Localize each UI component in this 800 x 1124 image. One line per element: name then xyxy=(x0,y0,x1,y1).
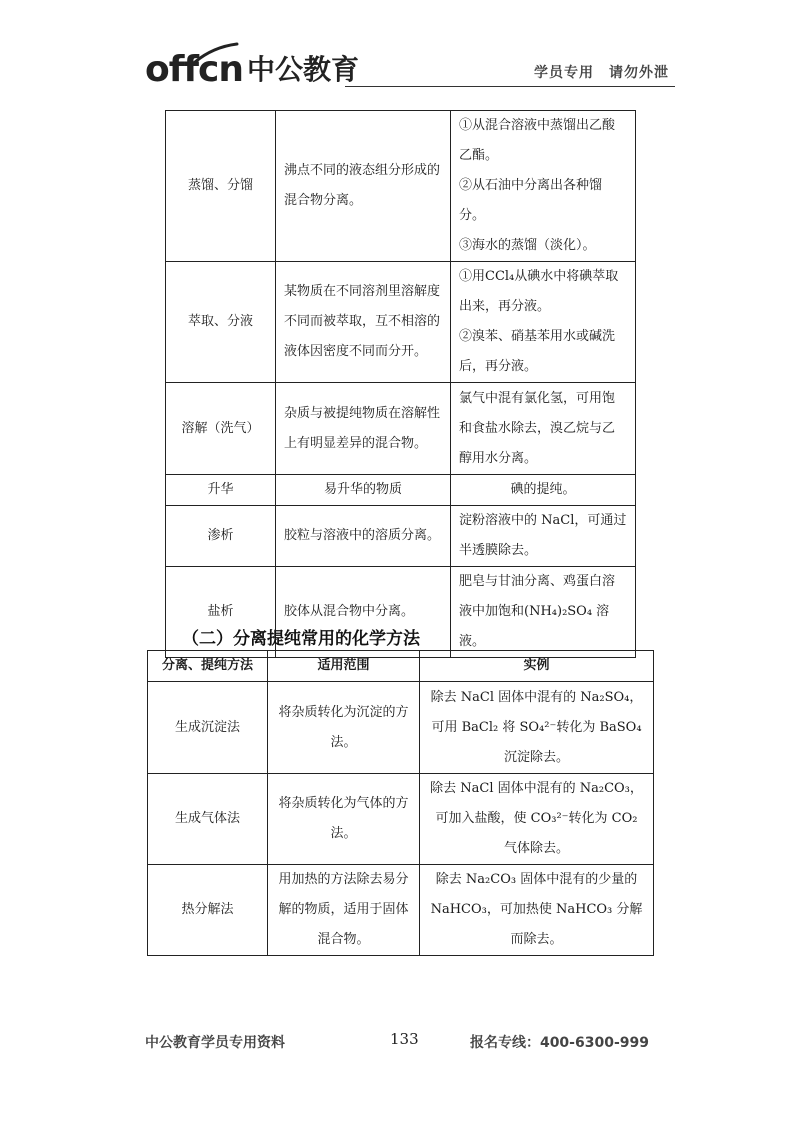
method-cell: 蒸馏、分馏 xyxy=(166,111,276,262)
header-tag: 学员专用 请勿外泄 xyxy=(534,65,669,81)
section-title: （二）分离提纯常用的化学方法 xyxy=(182,629,420,649)
scope-cell: 胶粒与溶液中的溶质分离。 xyxy=(276,506,451,567)
page-number: 133 xyxy=(390,1030,419,1048)
method-cell: 萃取、分液 xyxy=(166,262,276,383)
table-row xyxy=(166,262,636,383)
scope-cell: 将杂质转化为沉淀的方法。 xyxy=(268,682,420,774)
example-cell: 除去 NaCl 固体中混有的 Na₂SO₄，可用 BaCl₂ 将 SO₄²⁻转化为 BaSO₄ 沉淀除去。 xyxy=(420,682,654,774)
logo-chinese-name: 中公教育 xyxy=(247,53,360,86)
column-header: 分离、提纯方法 xyxy=(148,651,268,682)
scope-cell: 用加热的方法除去易分解的物质，适用于固体混合物。 xyxy=(268,865,420,956)
table-row xyxy=(148,682,654,774)
method-cell: 热分解法 xyxy=(148,865,268,956)
example-cell: 碘的提纯。 xyxy=(451,475,636,506)
scope-cell: 胶体从混合物中分离。 xyxy=(276,567,451,658)
scope-cell: 某物质在不同溶剂里溶解度不同而被萃取，互不相溶的液体因密度不同而分开。 xyxy=(276,262,451,383)
column-header: 适用范围 xyxy=(268,651,420,682)
offcn-logo xyxy=(145,46,359,90)
table-row xyxy=(166,111,636,262)
example-cell: 除去 Na₂CO₃ 固体中混有的少量的 NaHCO₃，可加热使 NaHCO₃ 分解而除去。 xyxy=(420,865,654,956)
footer-hotline: 报名专线：400-6300-999 xyxy=(469,1035,649,1051)
table-row xyxy=(166,506,636,567)
example-cell: 肥皂与甘油分离、鸡蛋白溶液中加饱和(NH₄)₂SO₄ 溶液。 xyxy=(451,567,636,658)
scope-cell: 杂质与被提纯物质在溶解性上有明显差异的混合物。 xyxy=(276,383,451,475)
example-cell xyxy=(451,262,636,383)
logo-wordmark: offcn xyxy=(145,49,244,90)
scope-cell: 将杂质转化为气体的方法。 xyxy=(268,774,420,865)
method-cell: 生成沉淀法 xyxy=(148,682,268,774)
column-header: 实例 xyxy=(420,651,654,682)
example-line: ③海水的蒸馏（淡化）。 xyxy=(459,238,596,253)
method-cell: 升华 xyxy=(166,475,276,506)
method-cell: 渗析 xyxy=(166,506,276,567)
table-row xyxy=(148,865,654,956)
scope-cell: 易升华的物质 xyxy=(276,475,451,506)
example-cell: 除去 NaCl 固体中混有的 Na₂CO₃，可加入盐酸，使 CO₃²⁻转化为 CO₂ 气体除去。 xyxy=(420,774,654,865)
page-footer xyxy=(145,1030,655,1054)
header-rule xyxy=(345,86,675,87)
example-line: ②溴苯、硝基苯用水或碱洗后，再分液。 xyxy=(459,329,616,374)
table-row xyxy=(166,475,636,506)
chemical-methods-table xyxy=(147,650,654,956)
method-cell: 溶解（洗气） xyxy=(166,383,276,475)
method-cell: 生成气体法 xyxy=(148,774,268,865)
example-line: ①用CCl₄从碘水中将碘萃取出来，再分液。 xyxy=(459,269,619,314)
table-header-row xyxy=(148,651,654,682)
table-row xyxy=(148,774,654,865)
scope-cell: 沸点不同的液态组分形成的混合物分离。 xyxy=(276,111,451,262)
logo-swoosh-icon xyxy=(193,42,239,64)
example-line: ①从混合溶液中蒸馏出乙酸乙酯。 xyxy=(459,118,616,163)
example-line: ②从石油中分离出各种馏分。 xyxy=(459,178,603,223)
table-row xyxy=(166,383,636,475)
example-cell xyxy=(451,111,636,262)
example-cell: 氯气中混有氯化氢，可用饱和食盐水除去，溴乙烷与乙醇用水分离。 xyxy=(451,383,636,475)
page-header xyxy=(145,40,675,92)
footer-label: 中公教育学员专用资料 xyxy=(145,1035,285,1051)
method-cell: 盐析 xyxy=(166,567,276,658)
example-cell: 淀粉溶液中的 NaCl，可通过半透膜除去。 xyxy=(451,506,636,567)
physical-methods-table xyxy=(165,110,636,658)
